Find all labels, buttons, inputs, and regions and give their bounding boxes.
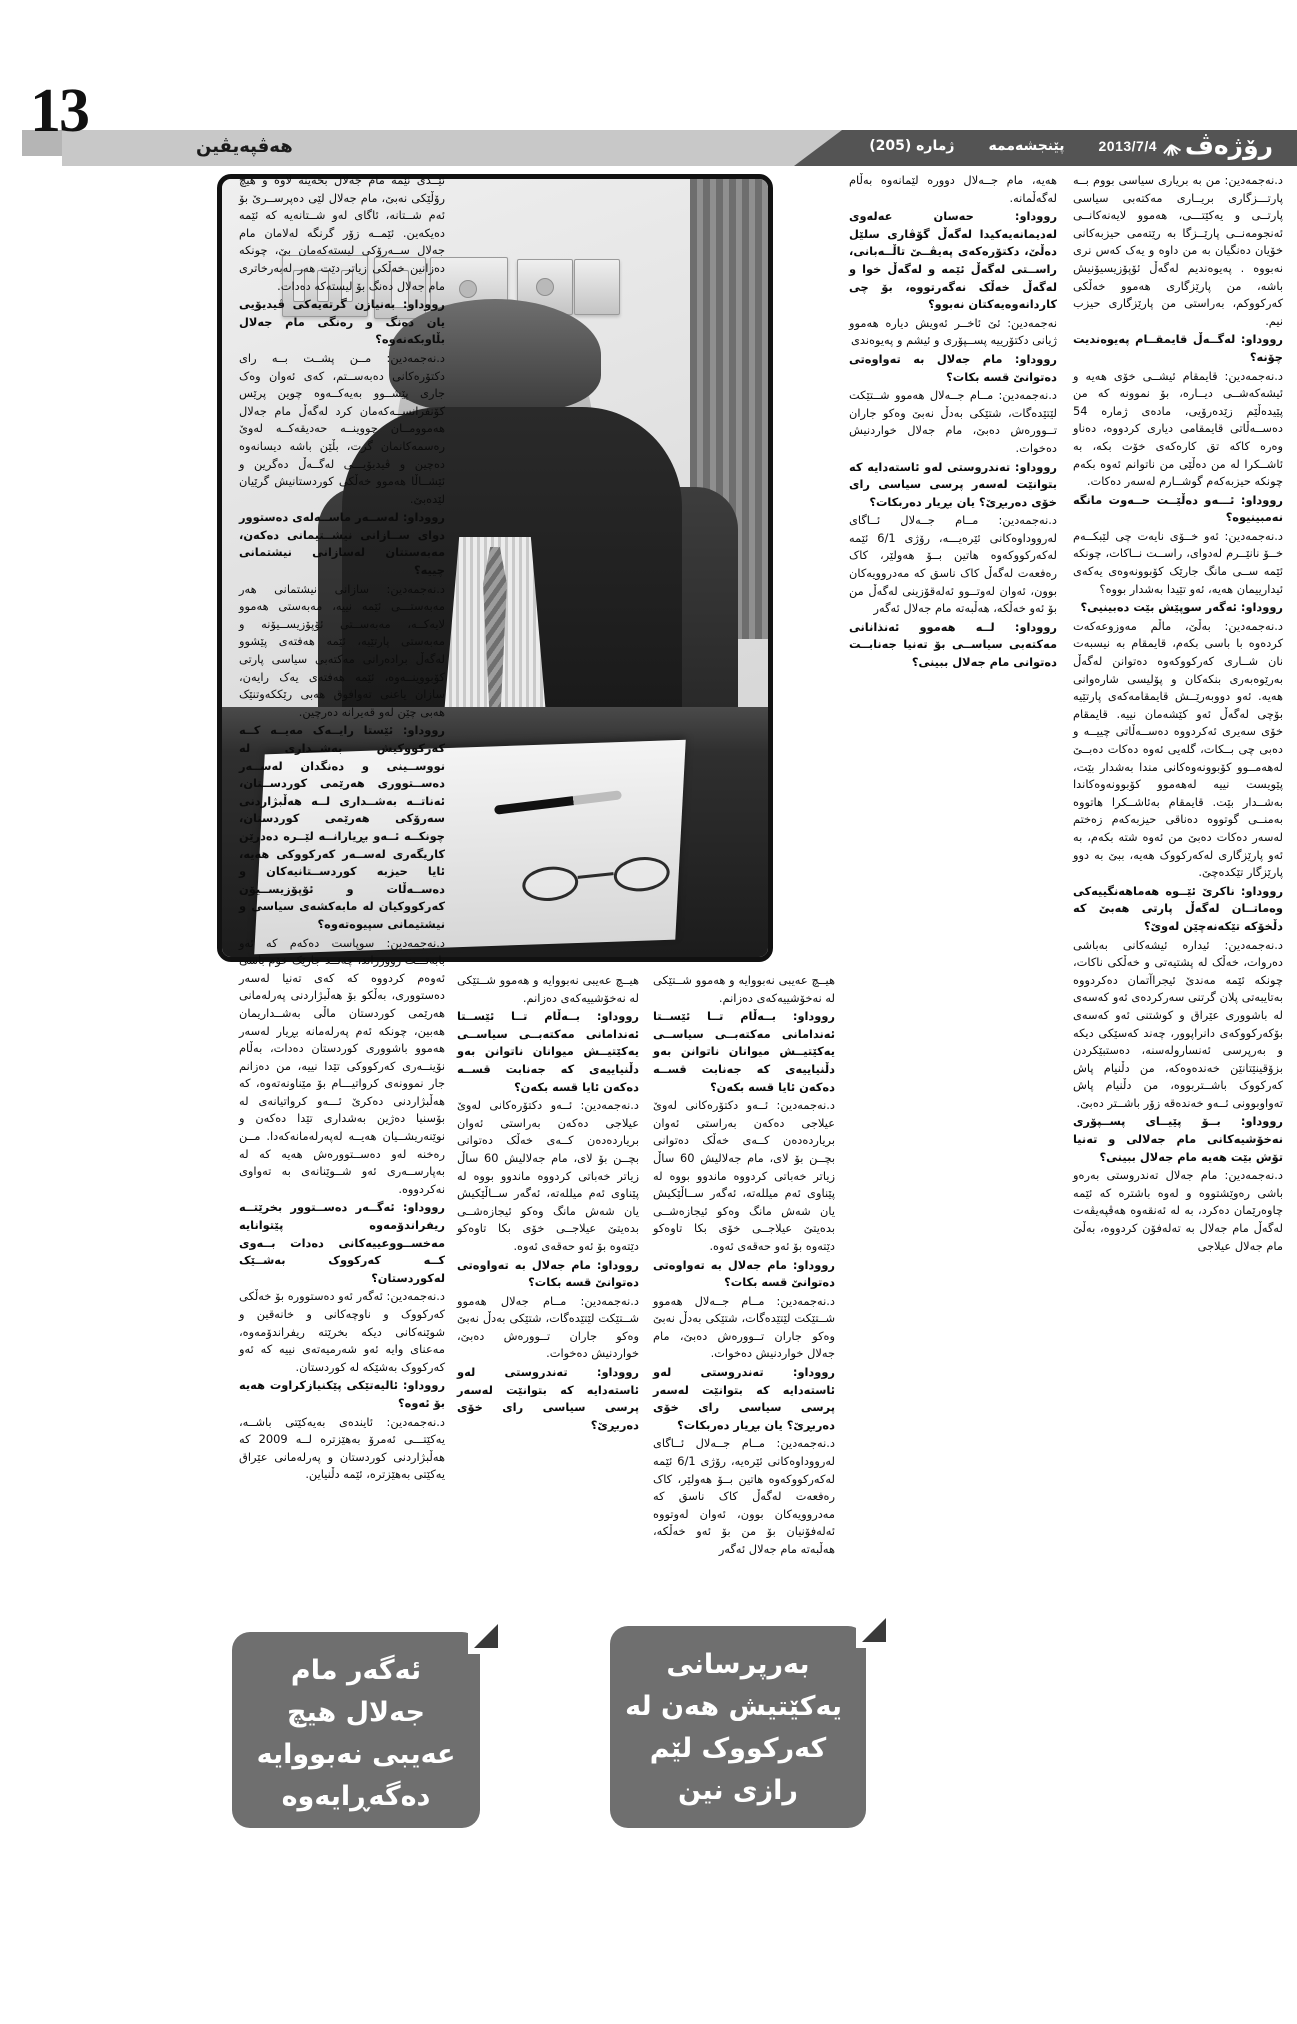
article-answer: د.نەجمەدین: مــن پشــت بــه‌ رای دکتۆرەکانی دەبەســتم، کەی ئەوان وەک جاری پێشــوو بەیەکــەوه‌ چوین پرێس کۆنفرانســەکەمان کرد لەگەڵ مام جەلال هەموومــان چووینــه‌ حەدیقەکــه‌ لەوێ رەسمەکانمان گرت، بڵێن باشه‌ دیسانەوه‌ دەچین و ڤیدیۆیـــی لەگــەڵ دەگرین و ئێشــاڵا هەموو خەڵکی کوردستانیش گرێیان لێدەبێ. [239, 350, 445, 506]
article-question: رووداو: ناکرێ ئێــوه‌ هەماهەنگییەکی وەماتــان لەگەڵ پارتی هەبێ که‌ دڵخۆکه‌ تێکەنەچێن لەوێ؟ [1073, 883, 1283, 933]
issue-meta [869, 138, 1157, 154]
publication-weekday: پێنجشەممە [988, 138, 1065, 154]
article-answer: د.نەجمەدین: ئیداره‌ ئیشەکانی بەباشی دەروات، خەڵک له‌ پشتیەتی و خەڵکی ناکات، چونکه‌ ئێمه‌ مەندێ ئیجراآتمان دەکردووه‌ بەتایبەتی پلان گرتنی سەرکردەی ئەو کەسەی له‌ باشووری عێراق و کوشتنی ئەو کەسەی بۆکەرکووکەی دانراپوور، چەند کەسێکی دیکه‌ و بەرپرسی ئەنسارولەسنه‌، دەستبێکردن بزۆقینێتانێن خەندەوەکه‌، من دڵنیام پاش کەرکووک باشــتربووه‌، من دڵنیام پاش تەواوبوونی ئــەو خەندەقه‌ زۆر باشــتر دەبێ. [1073, 937, 1283, 1110]
page-number: 13 [30, 77, 88, 145]
quote-mark-icon [468, 1618, 504, 1654]
article-question: رووداو: بــەڵام تــا ئێســتا ئەندامانی مەکتەبــی سیاســی یەکێتیــش میوانان ناتوانن بەو دڵنیاییەی که‌ جەنابت قســه‌ دەکەن ئایا قسه‌ بکەن؟ [457, 1009, 639, 1094]
pullquote-left [232, 1632, 480, 1828]
article-question: رووداو: تەندروستی لەو ئاستەدایه‌ که‌ بتوانێت لەسەر پرسی سیاسی رای خۆی دەربڕێ؟ [457, 1365, 639, 1432]
pullquote-line: دەگەڕایەوە [281, 1781, 431, 1812]
pullquote-line: رازی نین [678, 1775, 798, 1806]
article-question: رووداو: حەسان عەلەوی لەدیمانەیەکیدا لەگەڵ گۆڤاری سلێل دەڵێ، دکتۆرەکەی پەیڤــێ تاڵــەبانی، راســتی لەگەڵ ئێمه‌ و لەگەڵ خوا و لەگەڵ خەڵک نەگەرتووه‌، بۆ چی کاردانەوەیەکتان نەبوو؟ [849, 209, 1057, 312]
article-question: رووداو: بەنیازن گرتەیەکی ڤیدیۆیی یان دەنگ و رەنگی مام جەلال بڵاوبکەنەوه‌؟ [239, 297, 445, 347]
article-question: رووداو: تەندروستی لەو ئاستەدایه‌ که‌ بتوانێت لەسەر پرسی سیاسی رای خۆی دەربڕێ؟ یان بڕیار دەربکات؟ [653, 1365, 835, 1432]
article-question: رووداو: مام جەلال به‌ تەواوەتی دەتوانێ قسه‌ بکات؟ [457, 1257, 639, 1290]
pullquote-left-text [256, 1650, 456, 1818]
pullquote-right [610, 1626, 866, 1828]
logo-burst-icon [1160, 132, 1182, 158]
text-column-5 [239, 172, 445, 1485]
article-question: رووداو: ئەگــەر دەســتوور بخرێتــه‌ ریفراندۆمەوه‌ پێتوانایه‌ مەخســووعییەکانی دەدات بــەوی کــه‌ کەرکووک بەشــێک لەکوردستان؟ [239, 1200, 445, 1285]
article-answer: د.نەجمەدین: مــام جــەلال هەموو شــتێکت لێتێدەگات، شتێکی بەدڵ نەبێ وەکو جاران تــوورەش دەبێ، مام جەلال خواردنیش دەخوات. [653, 1293, 835, 1361]
pullquote-line: یەکێتیش هەن لە [625, 1691, 842, 1722]
article-question: رووداو: ئەگەر سوپێش بێت دەبینیی؟ [1080, 600, 1283, 615]
article-answer: د.نەجمەدین: بەڵێ، ماڵم مەوزوعەکەت کردەوه‌ با باسی بکەم، قایمقام به‌ نیسبەت نان شــاری کەرکووکەوه‌ دەتوانن لەگەڵ بەرێوەبەری بنکەکان و پۆلیسی شارەوانی هەیه‌. ئەو دووبەرێــش قایمقامەکەی پارتێیه‌ بۆچی لەگەڵ ئەو کێشەمان نییه‌. قایمقام خۆی سەیری ئەکردووه‌ دەســەڵاتی چییــه‌ و دەبی چی بــکات، گلەیی ئەوه‌ دەکات دەبــێ لەهەمــوو کۆبوونەوەکانی مندا بەشدار بێت، پێویست نییه‌ لەهەموو کۆبوونەوەکاندا بەشــدار بێت. قایمقام بەئاشــکرا هاتووه‌ بەمنــی گوتووه‌ دەناقی حیزبەکەم زەختم لەسەر دەکات دەبێ من ئەوه‌ شته‌ بکەم، به‌ ئەو پارێزگاری لەکەرکووک هەیە، ببێ به‌ دوو پارێزگار تێکدەچێ. [1073, 618, 1283, 880]
article-answer: د.نەجمەدین: مــام جــەلال ئــاگای لەرووداوەکانی ئێرەیە، رۆژی 6/1 ئێمه‌ لەکەرکووکەوه‌ هاتین بــۆ هەولێر، کاک رەفعەت لەگەڵ کاک ناسق که‌ مەدروویەکان بوون، ئەوان لەوتووه‌ ئەلەفۆنیان بۆ من بۆ ئەو خەڵکه‌، هەڵبەتە مام جەلال ئەگەر [653, 1436, 836, 1556]
wall-socket-icon [574, 259, 620, 315]
section-label: هەڤپەیڤین [196, 136, 293, 157]
article-question: رووداو: لەســەر ماســەلەی دەستوور دوای ســازانی نیشــتیمانی دەکەن، مەبەستتان لەسازانی نیشتمانی چییە؟ [239, 510, 445, 578]
article-answer: د.نەجمەدین: مام جەلال تەندروستی بەرەو باشی رەوێشتووه‌ و لەوه‌ باشتره‌ که‌ ئێمه‌ چاوەرێمان دەکرد، به‌ له‌ ئەنقەوه‌ هەڤپەیڤەت لەگەڵ مام جەلال بە تەلەفۆن کردووه‌، بەڵێ مام جەلال عیلاجی [1073, 1168, 1283, 1253]
article-answer: هیــچ عەیبی نەبووایه‌ و هەموو شــتێکی له‌ نەخۆشییەکەی دەزانم. [457, 973, 639, 1005]
article-answer: د.نەجمەدین: مــام جــەلال ئــاگای لەرووداوەکانی ئێرەیـــە، رۆژی 6/1 ئێمه‌ لەکەرکووکەوه‌ هاتین بــۆ هەولێر، کاک رەفعەت لەگەڵ کاک ناسق که‌ مەدروویەکان بوون، ئەوان لەوتــوو ئەلەقۆزینی لەگەڵ من بۆ ئەو خەڵکه‌، هەڵبەتە مام جەلال ئەگەر [849, 513, 1058, 616]
pullquote-line: ئەگەر مام [290, 1655, 422, 1686]
article-answer: ئێــدی ئێمه‌ مام جەلال بخەینه‌ لاوه‌ و هیچ رۆڵێکی نەبێ، مام جەلال لێی دەپرســرێ بۆ ئەم شــتانه‌، ئاگای لەو شــتانەیه‌ که‌ ئێمه‌ دەیکەین. ئێمــه‌ زۆر گرنگه‌ لەلامان مام جەلال ســەرۆکی لیستەکەمان بێ، چونکه‌ دەزانین خەڵکی زیاتر دێت هەر لەبەرخاتری مام جەلال دەنگ بۆ لیستەکه‌ دەدات. [239, 173, 445, 293]
pullquote-line: بەرپرسانی [666, 1649, 810, 1680]
article-answer: د.نەجمەدین: مــام جــەلال هەموو شــتێکت لێتێدەگات، شتێکی بەدڵ نەبێ وەکو جاران تــوورەش دەبێ، مام جەلال خواردنیش دەخوات. [849, 388, 1057, 455]
pullquote-line: عەیبی نەبووایە [256, 1739, 456, 1770]
article-question: رووداو: لەگــەڵ قایمقــام پەیوەندیت چۆنە؟ [1073, 332, 1283, 364]
pullquote-line: کەرکووک لێم [649, 1733, 827, 1764]
article-answer: د.نەجمەدین: ئەگەر ئەو دەستووره‌ بۆ خەڵکی کەرکووک و ناوچەکانی و خانەقین و شوێنەکانی دیکه‌ بخرێته‌ ریفراندۆمەوه‌، مەعنای وایه‌ ئەو شەرمیەتەی نییه‌ که‌ ئەو کەرکووک بەشێکه‌ له‌ کوردستان. [239, 1289, 445, 1374]
article-answer: د.نەجمەدین: مــام جەلال هەموو شــتێکت لێتێدەگات، شتێکی بەدڵ نەبێ وەکو جاران تــوورەش دەبێ، خواردنیش دەخوات. [457, 1293, 639, 1361]
article-answer: د.نەجمەدین: ئــەو دکتۆرەکانی لەوێ عیلاجی دەکەن بەراستی ئەوان بریاردەدەن کــەی خەڵک دەتوانی بچــن بۆ لای، مام جەلالیش 60 ساڵ زیاتر خەباتی کردووه‌ ماندوو بووه‌ له‌ پێناوی ئەم میللەته‌، ئەگەر ســاڵێکیش یان شەش مانگ وەکو ئیجازەشــی بدەیتێ عیلاجــی خۆی بکا تاوەکو دێتەوه‌ بۆ ئەو حەقەی ئەوه‌. [653, 1098, 835, 1253]
text-column-2 [849, 172, 1057, 673]
article-question: رووداو: ئێستا رایــەک مەیــه‌ کــه‌ کەرکووکیش بەشــداری له‌ نووســینی و دەنگدان لەســەر دەســتووری هەرێمی کوردســتان، ئەناتــه‌ بەشــداری لــه‌ هەڵبژاردنی سەرۆکی هەرێمی کوردستان، چونکــه‌ ئــەو بڕیارانــه‌ لێــره‌ دەدرێن کاریگەری لەســەر کەرکووکی هەیە، ئایا حیزبه‌ کوردســتانیەکان و دەســەڵات و ئۆپۆزیســیۆن کەرکووکیان له‌ مابەکشەی سیاسی و نیشتیمانی سپیوەتەوه‌؟ [239, 723, 445, 931]
article-question: رووداو: ئالیەتێکی پێکنیازکراوت هەیە بۆ ئەوە؟ [239, 1378, 445, 1410]
publication-date: 2013/7/4 [1098, 138, 1157, 154]
article-answer: د.نەجمەدین: قایمقام ئیشــی خۆی هەیە و ئیشەکەشــی دیــاره‌، بۆ نموونه‌ که‌ من پێیدەڵێم زێدەرۆیی، ماده‌ی ژماره‌ 54 دەســەڵاتی قایمقامی دیاری کردووه‌، دەناو وەره‌ کاکه‌ تق کاره‌کەی خۆت بکه‌، به‌ ئاشــکرا له‌ من دەڵێی من ناتوانم ئەوه‌ بکەم چونکه‌ حیزبەکەم گوشــارم لەسەر دەکات. [1073, 368, 1283, 489]
pullquote-line: جەلال هیچ [287, 1697, 425, 1728]
article-answer: د.نەجمەدین: ئــەو دکتۆرەکانی لەوێ عیلاجی دەکەن بەراستی ئەوان بریاردەدەن کــەی خەڵک دەتوانی بچــن بۆ لای، مام جەلالیش 60 ساڵ زیاتر خەباتی کردووه‌ ماندوو بووه‌ له‌ پێناوی ئەم میللەته‌، ئەگەر ســاڵێکیش یان شەش مانگ وەکو ئیجازەشــی بدەیتێ عیلاجــی خۆی بکا تاوەکو دێتەوه‌ بۆ ئەو حەقەی ئەوه‌. [457, 1098, 639, 1253]
issue-number: ژمارە (205) [869, 138, 955, 154]
pullquote-right-text [625, 1644, 842, 1812]
text-column-3 [653, 972, 835, 1560]
article-answer: د.نەجمەدین: من به‌ بریاری سیاسی بووم بــه‌ پارتـــزگاری بریــاری مەکتەبی سیاسی پارتــی و یەکێتـــی، هەموو لایەنەکانــی ئەنجومەنــی پارێــزگا به‌ رێتەمی حیزبەکانی خۆیان دەنگیان بە من داوه‌ و یەک کەس نری نەبووه‌ . پەیوەندیم لەگەڵ ئۆپۆزیسیۆنیش باشه‌، من پارێزگاری هەموو خەڵکی کەرکووکم، بەراستی من پارێزگاری حیزب نیم. [1073, 173, 1283, 328]
article-answer: هیــچ عەیبی نەبووایه‌ و هەموو شــتێکی له‌ نەخۆشییەکەی دەزانم. [653, 973, 835, 1005]
article-answer: هەیە، مام جــەلال دوورە لێمانەوه‌ بەڵام لەگەڵمانە. [849, 173, 1057, 205]
text-column-1 [1073, 172, 1283, 1256]
article-question: رووداو: بــۆ پێیــای پســپۆری نەخۆشیەکانی مام جەلالی و تەنیا تۆش بێت هەیە مام جەلال ببینی؟ [1073, 1114, 1283, 1164]
article-answer: نەجمەدین: ئێ ئاخــر ئەویش دیاره‌ هەموو ژیانی دکتۆرییه‌ پســپۆری و ئیشم و پەیوەندی [849, 315, 1057, 348]
text-column-4 [457, 972, 639, 1435]
article-answer: د.نەجمەدین: سوپاست دەکەم که‌ ئەو بابەتـــت رووزراند، چەنــد جارێک خۆم باسی ئەوەم کردووه‌ که‌ کەی تەنیا لەسەر دەستووری، بەڵکو بۆ هەڵبژاردنی پەرلەمانی هەرێمی کوردستان ماڵی بەشــداریمان هەبین، چونکه‌ ئەم پەرلەمانه‌ بڕیار لەسەر هەموو باشووری کوردستان دەدات، بەڵام نۆینــەری کەرکووکی تێدا نییە، من دەزانم جار نموونەی کرواتیـــام بۆ مێناونەتەوه‌، که‌ هەڵبژاردنی دەکرێ ئـــەو کرواتیانەی له‌ بۆسنیا دەژین بەشداری تێدا دەکەن و نوێنەریشــیان هەیــە لەپەرلەمانەکەدا. مــن رەخنه‌ لەو دەســتوورەش هەیه‌ که‌ له‌ بەپارســەری ئەو شــوێنانەی به‌ تەواوی نەکردووه‌. [239, 935, 445, 1196]
article-question: رووداو: مام جەلال به‌ تەواوەتی دەتوانێ قسه‌ بکات؟ [849, 351, 1057, 384]
article-question: رووداو: مام جەلال به‌ تەواوەتی دەتوانێ قسه‌ بکات؟ [653, 1257, 835, 1290]
article-answer: د.نەجمەدین: سازانی نیشتمانی هەر مەبەستـــی ئێمه‌ نییه‌، مەبەستی هەموو لایەکــه‌، مەبەســتی ئۆپۆزیســیۆنه‌ و مەبەستی پارتێیه‌، ئێمه‌ هەفتەی پێشوو لەگەڵ برادەرانی مەکتەبی سیاسی پارتی کۆبووینــەوه‌، ئێمه‌ هەفتەی یەک رایەن، سازان یاعنی تەوافوق هەبی رێککەوتنێک هەبی چێن لەو قەیرانه‌ دەرچین. [239, 581, 445, 719]
article-question: رووداو: لــه‌ هەموو ئەنذانانی مەکتەبی سیاســی بۆ تەنیا جەنابــت دەتوانی مام جەلال ببینی؟ [849, 619, 1057, 670]
article-question: رووداو: تەندروستی لەو ئاستەدایه‌ که‌ بتوانێت لەسەر پرسی سیاسی رای خۆی دەربڕێ؟ یان بڕیار دەربکات؟ [849, 459, 1057, 509]
article-question: رووداو: ئـــەو دەڵێــت حــەوت مانگە نەمبینیوه‌؟ [1073, 492, 1283, 525]
page-masthead [0, 77, 1297, 166]
article-answer: د.نەجمەدین: ئایندەی بەیەکێتی باشــه‌، یەکێتـــی ئەمرۆ بەهێزتره‌ لــه‌ 2009 که‌ هەڵبژاردنی کوردستان و پەرلەمانی عێراق یەکێتی بەهێزترە، ئێمە دڵنیاین. [239, 1414, 445, 1482]
quote-mark-icon [856, 1612, 892, 1648]
page-body [0, 172, 1297, 2024]
article-question: رووداو: بــەڵام تــا ئێســتا ئەندامانی مەکتەبــی سیاســی یەکێتیــش میوانان ناتوانن بەو دڵنیاییەی که‌ جەنابت قســه‌ دەکەن ئایا قسه‌ بکەن؟ [653, 1009, 835, 1094]
newspaper-logo [1160, 132, 1273, 158]
article-answer: د.نەجمەدین: ئەو خــۆی نایەت چی لێبکــەم خــۆ نانێــرم لەدوای، راســت نــاکات، چونکه‌ ئێمه‌ ســی مانگ جارێک کۆبوونەوەی یەکەی ئیدارییمان هەیە، ئەو تێیدا بەشدار بووه‌؟ [1073, 528, 1283, 596]
logo-text: رۆژەڤ [1184, 130, 1273, 160]
